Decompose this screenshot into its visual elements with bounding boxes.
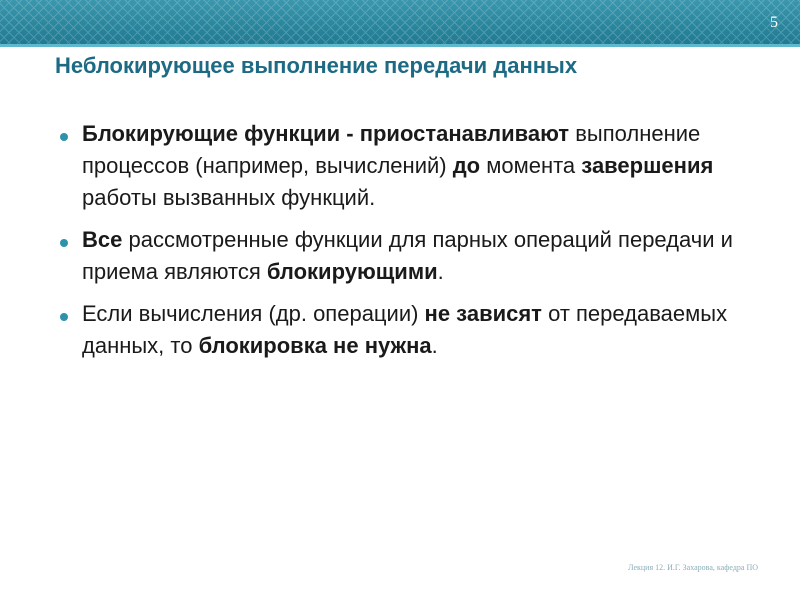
slide-title: Неблокирующее выполнение передачи данных — [55, 53, 578, 78]
bullet-item — [60, 118, 760, 214]
text-plain: выполнение процессов (например, вычислений) — [82, 121, 701, 178]
header-band-pattern — [0, 0, 800, 44]
text-plain: Если вычисления (др. операции) — [82, 301, 425, 326]
text-bold: завершения — [581, 153, 714, 178]
text-bold: блокирующими — [266, 259, 438, 284]
text-bold: Все — [82, 227, 123, 252]
text-plain: работы вызванных функций. — [82, 185, 376, 210]
bullet-dot-icon — [60, 313, 68, 321]
footer-caption: Лекция 12. И.Г. Захарова, кафедра ПО — [628, 563, 758, 572]
bullet-item — [60, 224, 760, 288]
text-bold: до — [452, 153, 481, 178]
text-plain: рассмотренные функции для парных операций передачи и приема являются — [82, 227, 733, 284]
bullet-list — [60, 118, 760, 372]
bullet-dot-icon — [60, 239, 68, 247]
text-bold: не зависят — [424, 301, 542, 326]
bullet-item — [60, 298, 760, 362]
header-accent-stripe — [0, 44, 800, 47]
text-bold: Блокирующие функции - приостанавливают — [82, 121, 570, 146]
text-plain: момента — [480, 153, 582, 178]
text-plain: . — [431, 333, 438, 358]
bullet-dot-icon — [60, 133, 68, 141]
text-bold: блокировка не нужна — [198, 333, 432, 358]
page-number: 5 — [770, 14, 778, 31]
text-plain: . — [437, 259, 444, 284]
text-plain: от передаваемых данных, то — [82, 301, 728, 358]
